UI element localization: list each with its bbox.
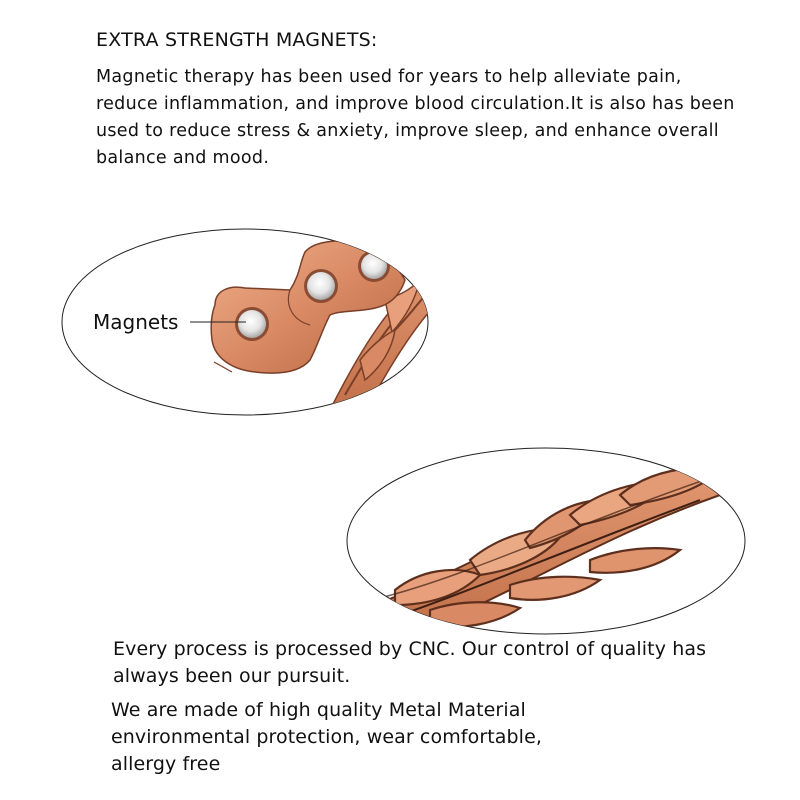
quality-paragraph: Every process is processed by CNC. Our control of quality has always been our pursuit. <box>113 638 707 687</box>
intro-paragraph: Magnetic therapy has been used for years to help alleviate pain, reduce inflammation, and improve blood circulation.It is also has been used to reduce stress & anxiety, improve sleep, and enhance overall balance and mood. <box>96 67 735 168</box>
magnet-detail-ellipse <box>62 229 440 418</box>
section-heading: EXTRA STRENGTH MAGNETS: <box>96 29 378 51</box>
material-paragraph: We are made of high quality Metal Material environmental protection, wear comfortable, allergy free <box>111 699 542 775</box>
magnet-3 <box>358 250 390 282</box>
magnets-callout-label: Magnets <box>93 310 179 334</box>
magnet-1 <box>235 307 269 341</box>
magnet-2 <box>304 269 338 303</box>
twist-detail-ellipse <box>347 448 745 640</box>
